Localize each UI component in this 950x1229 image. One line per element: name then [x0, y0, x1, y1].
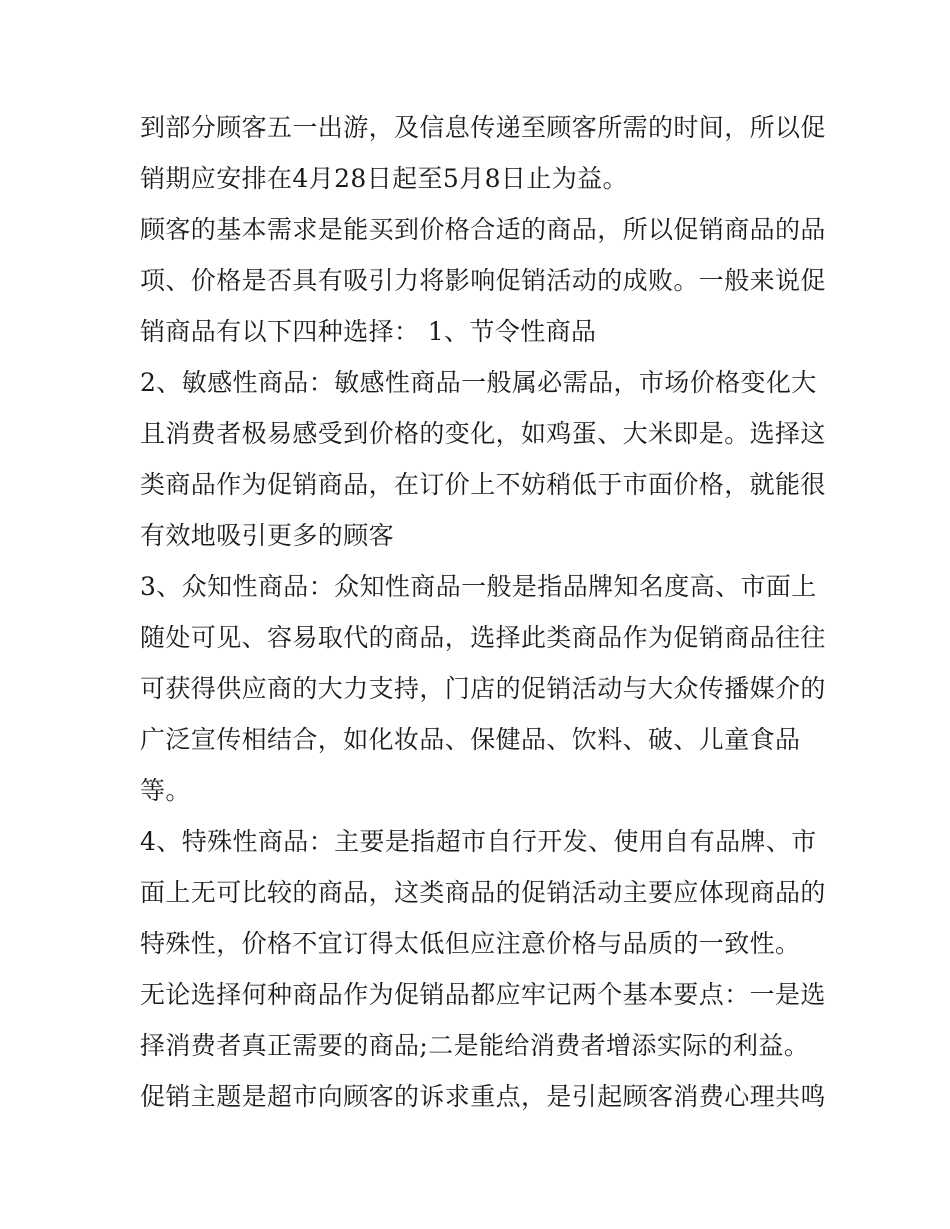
text-line: 且消费者极易感受到价格的变化，如鸡蛋、大米即是。选择这 — [140, 419, 826, 448]
text-line: 择消费者真正需要的商品;二是能给消费者增添实际的利益。 — [140, 1031, 810, 1060]
text-line: 面上无可比较的商品，这类商品的促销活动主要应体现商品的 — [140, 878, 826, 907]
text-line: 可获得供应商的大力支持，门店的促销活动与大众传播媒介的 — [140, 674, 826, 703]
text-line: 项、价格是否具有吸引力将影响促销活动的成败。一般来说促 — [140, 266, 826, 295]
text-line: 无论选择何种商品作为促销品都应牢记两个基本要点：一是选 — [140, 980, 826, 1009]
text-line: 促销主题是超市向顾客的诉求重点，是引起顾客消费心理共鸣 — [140, 1082, 826, 1111]
text-line: 特殊性，价格不宜订得太低但应注意价格与品质的一致性。 — [140, 929, 801, 958]
text-line: 广泛宣传相结合，如化妆品、保健品、饮料、破、儿童食品 — [140, 725, 801, 754]
text-line: 3、众知性商品：众知性商品一般是指品牌知名度高、市面上 — [140, 572, 817, 601]
text-line: 4、特殊性商品：主要是指超市自行开发、使用自有品牌、市 — [140, 827, 817, 856]
text-line: 随处可见、容易取代的商品，选择此类商品作为促销商品往往 — [140, 623, 826, 652]
text-line: 2、敏感性商品：敏感性商品一般属必需品，市场价格变化大 — [140, 368, 817, 397]
text-line: 销商品有以下四种选择： 1、节令性商品 — [140, 317, 597, 346]
document-body — [140, 102, 826, 1122]
text-line: 到部分顾客五一出游，及信息传递至顾客所需的时间，所以促 — [140, 113, 826, 142]
text-line: 销期应安排在4月28日起至5月8日止为益。 — [140, 164, 628, 193]
text-line: 等。 — [140, 776, 191, 805]
text-line: 类商品作为促销商品，在订价上不妨稍低于市面价格，就能很 — [140, 470, 826, 499]
text-line: 有效地吸引更多的顾客 — [140, 521, 395, 550]
text-line: 顾客的基本需求是能买到价格合适的商品，所以促销商品的品 — [140, 215, 826, 244]
